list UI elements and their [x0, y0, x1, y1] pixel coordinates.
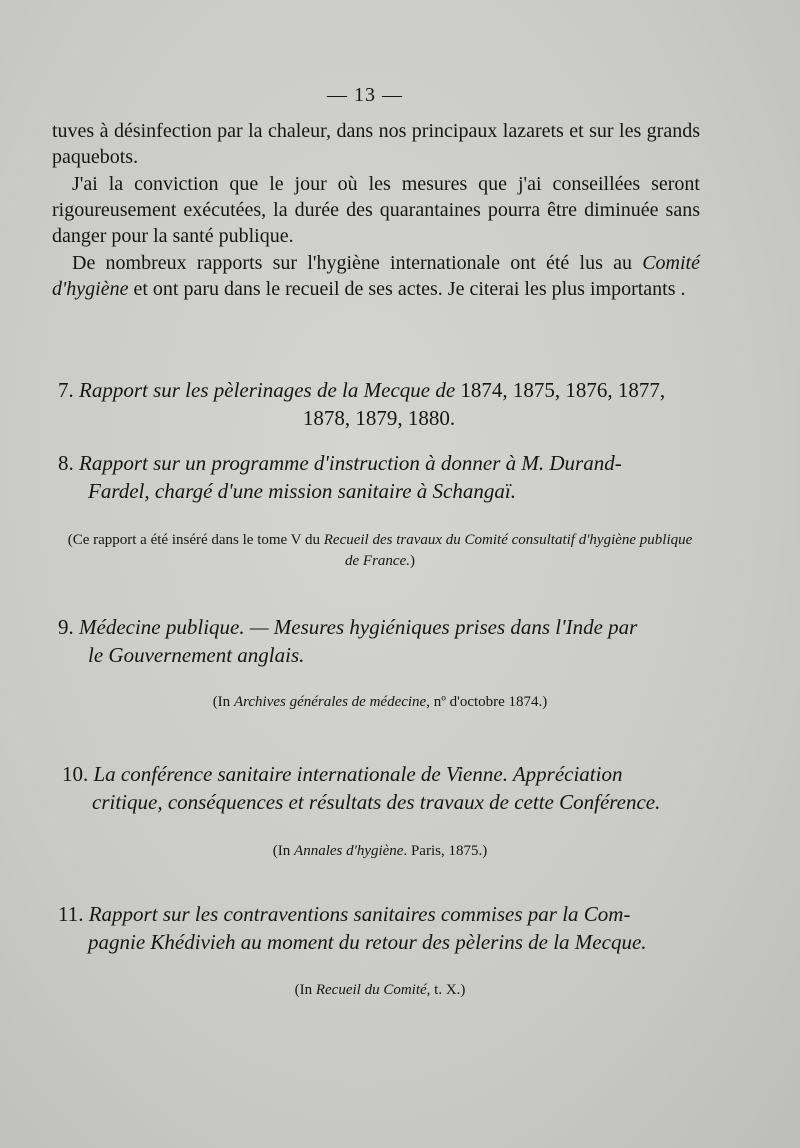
item-10-note-end: . Paris, 1875.) [403, 843, 488, 859]
page-number: — 13 — [327, 84, 403, 106]
item-8-note-start: (Ce rapport a été inséré dans le tome V du [67, 532, 324, 548]
item-7-title: Rapport sur les pèlerinages de la Mecque de [73, 378, 456, 402]
paragraph-1: tuves à désinfection par la chaleur, dans nos principaux lazarets et sur les grands paquebots. [52, 120, 700, 168]
item-11-title-line2: pagnie Khédivieh au moment du retour des pèlerins de la Mecque. [88, 930, 647, 954]
item-8 [58, 449, 700, 505]
item-10 [62, 760, 704, 816]
paragraph-3-start: De nombreux rapports sur l'hygiène internationale ont été lus au [72, 252, 643, 274]
item-8-title-line1: Rapport sur un programme d'instruction à donner à M. Durand- [73, 451, 622, 475]
item-9-note-start: (In [212, 694, 234, 710]
item-11-note [60, 980, 700, 1001]
paragraph-2: J'ai la conviction que le jour où les mesures que j'ai conseillées seront rigoureusement exécutées, la durée des quarantaines pourra être diminuée sans danger pour la santé publique. [52, 173, 700, 247]
item-11 [58, 900, 700, 956]
item-9-note [60, 692, 700, 713]
item-9-note-end: , nº d'octobre 1874.) [426, 694, 548, 710]
item-8-title-line2: Fardel, chargé d'une mission sanitaire à Schangaï. [88, 479, 516, 503]
item-11-title-line1: Rapport sur les contraventions sanitaires commises par la Com- [83, 902, 631, 926]
item-8-note [60, 530, 700, 572]
item-10-number: 10. [62, 762, 89, 786]
item-11-note-end: , t. X.) [426, 982, 466, 998]
item-10-note-start: (In [272, 843, 295, 859]
item-11-number: 11. [58, 902, 84, 926]
item-10-note-italic: Annales d'hygiène [294, 843, 404, 859]
paragraph-3 [52, 250, 700, 302]
item-7-years-line1: 1874, 1875, 1876, 1877, [455, 378, 666, 402]
item-10-title-line2: critique, conséquences et résultats des travaux de cette Conférence. [92, 790, 661, 814]
item-7-number: 7. [58, 378, 74, 402]
item-9-title-line2: le Gouvernement anglais. [88, 643, 305, 667]
item-11-note-italic: Recueil du Comité [315, 982, 427, 998]
item-10-title-line1: La conférence sanitaire internationale de Vienne. Appréciation [88, 762, 623, 786]
item-8-number: 8. [58, 451, 74, 475]
item-7 [58, 376, 700, 432]
item-7-years-line2: 1878, 1879, 1880. [302, 406, 456, 430]
item-10-note [60, 841, 700, 862]
item-9-title-line1: Médecine publique. — Mesures hygiéniques prises dans l'Inde par [73, 615, 638, 639]
item-9-note-italic: Archives générales de médecine [233, 694, 427, 710]
item-9-number: 9. [58, 615, 74, 639]
paragraph-3-italic: Comité d'hygiène [52, 252, 700, 300]
item-9 [58, 613, 700, 669]
item-8-note-italic: Recueil des travaux du Comité consultatif d'hygiène publique de France. [323, 532, 693, 569]
item-8-note-end: ) [409, 553, 415, 569]
item-11-note-start: (In [294, 982, 316, 998]
paragraph-3-end: et ont paru dans le recueil de ses actes. Je citerai les plus importants . [128, 278, 686, 300]
